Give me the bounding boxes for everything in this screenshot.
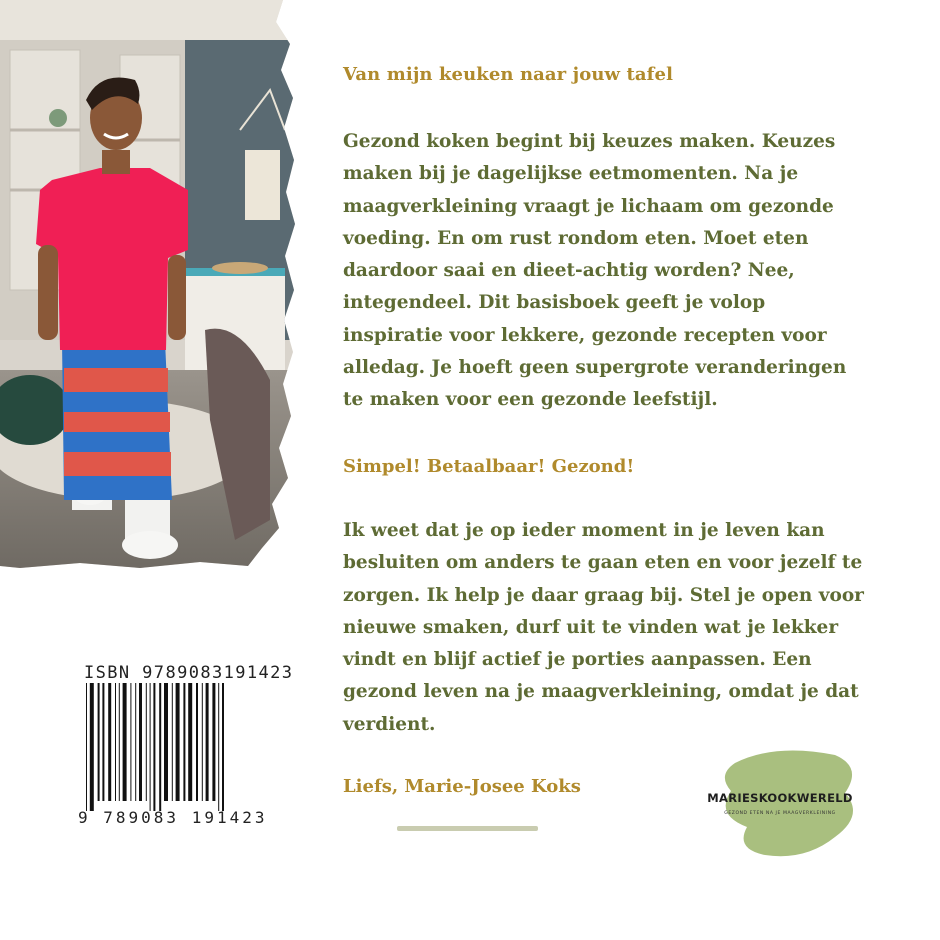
paragraph-line: voeding. En om rust rondom eten. Moet eten: [343, 227, 809, 249]
logo-tagline: GEZOND ETEN NA JE MAAGVERKLEINING: [724, 811, 836, 816]
paragraph-line: nieuwe smaken, durf uit te vinden wat je lekker: [343, 616, 839, 638]
barcode-bar: [139, 683, 142, 801]
barcode-bar: [176, 683, 180, 801]
barcode-bar: [123, 683, 127, 801]
brand-logo: [695, 745, 865, 860]
barcode-bar: [86, 683, 87, 811]
barcode-bar: [130, 683, 131, 801]
barcode-bar: [102, 683, 104, 801]
barcode-bar: [159, 683, 161, 811]
paragraph-line: alledag. Je hoeft geen supergrote veranderingen: [343, 357, 847, 379]
section-heading: Van mijn keuken naar jouw tafel: [343, 64, 674, 85]
barcode-bar: [150, 683, 151, 811]
paragraph-line: zorgen. Ik help je daar graag bij. Stel je open voor: [343, 584, 864, 606]
barcode-bar: [98, 683, 100, 801]
barcode-image: [84, 683, 274, 813]
slogan: Simpel! Betaalbaar! Gezond!: [343, 456, 635, 477]
divider-line: [397, 826, 538, 831]
barcode-bar: [202, 683, 203, 801]
intro-paragraph: [343, 126, 883, 417]
isbn-label: ISBN 9789083191423: [84, 663, 294, 683]
barcode-bar: [218, 683, 219, 811]
paragraph-line: vindt en blijf actief je porties aanpassen. Een: [343, 649, 812, 671]
barcode-bar: [146, 683, 147, 801]
paragraph-line: Ik weet dat je op ieder moment in je leven kan: [343, 520, 825, 541]
isbn-digits: 9 789083 191423: [78, 808, 268, 827]
barcode-bar: [153, 683, 155, 811]
paragraph-line: verdient.: [343, 713, 436, 735]
paragraph-line: integendeel. Dit basisboek geeft je volop: [343, 292, 766, 314]
author-photo: [0, 0, 300, 570]
barcode-bar: [188, 683, 192, 801]
barcode-bar: [164, 683, 168, 801]
paragraph-line: maken bij je dagelijkse eetmomenten. Na je: [343, 163, 799, 185]
logo-wordmark: MARIESKOOKWERELD: [707, 791, 853, 805]
author-photo-image: [0, 0, 300, 570]
closing-paragraph: [343, 515, 883, 741]
barcode-bar: [90, 683, 94, 811]
barcode-bar: [196, 683, 198, 801]
paragraph-line: gezond leven na je maagverkleining, omdat je dat: [343, 681, 859, 703]
paragraph-line: daardoor saai en dieet-achtig worden? Nee,: [343, 260, 795, 282]
paragraph-line: inspiratie voor lekkere, gezonde recepten voor: [343, 324, 827, 346]
barcode-bar: [212, 683, 215, 801]
paragraph-line: Gezond koken begint bij keuzes maken. Keuzes: [343, 131, 836, 152]
barcode-bar: [115, 683, 116, 801]
author-signoff: Liefs, Marie-Josee Koks: [343, 776, 581, 797]
barcode-bar: [119, 683, 120, 801]
barcode-bar: [172, 683, 173, 801]
barcode-bar: [206, 683, 209, 801]
paragraph-line: maagverkleining vraagt je lichaam om gezonde: [343, 195, 834, 217]
barcode-bar: [183, 683, 185, 801]
paragraph-line: besluiten om anders te gaan eten en voor jezelf te: [343, 552, 863, 574]
barcode-bar: [135, 683, 136, 801]
paragraph-line: te maken voor een gezonde leefstijl.: [343, 389, 718, 411]
barcode-bar: [222, 683, 224, 811]
barcode-bar: [108, 683, 111, 801]
